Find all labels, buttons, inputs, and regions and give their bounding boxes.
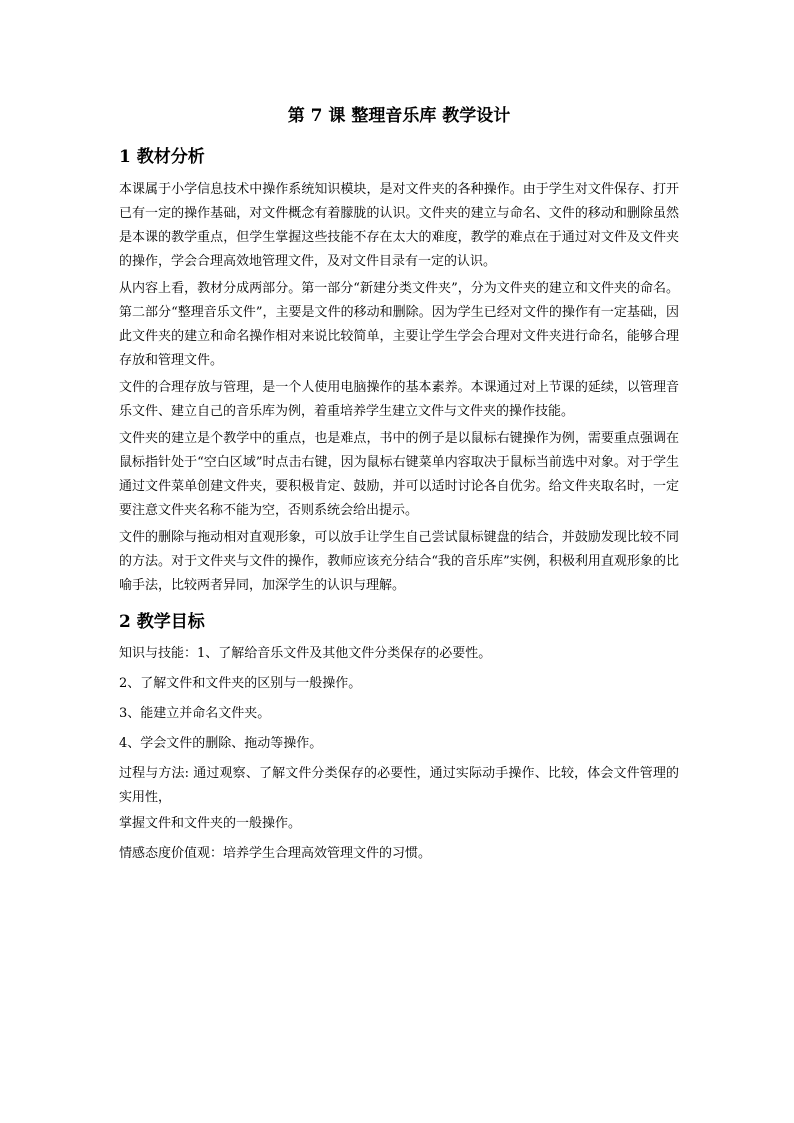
section-body-teaching-objectives (119, 642, 679, 866)
objective-line: 2、了解文件和文件夹的区别与一般操作。 (119, 676, 362, 691)
objective-line: 情感态度价值观：培养学生合理高效管理文件的习惯。 (119, 846, 432, 861)
objective-line: 掌握文件和文件夹的一般操作。 (119, 816, 302, 831)
paragraph: 文件的合理存放与管理，是一个人使用电脑操作的基本素养。本课通过对上节课的延续，以管理音乐文件、建立自己的音乐库为例，着重培养学生建立文件与文件夹的操作技能。 (119, 380, 679, 419)
objective-line: 4、学会文件的删除、拖动等操作。 (119, 736, 323, 751)
paragraph: 文件的删除与拖动相对直观形象，可以放手让学生自己尝试鼠标键盘的结合，并鼓励发现比较不同的方法。对于文件夹与文件的操作，教师应该充分结合“我的音乐库”实例，积极利用直观形象的比喻手法，比较两者异同，加深学生的认识与理解。 (119, 530, 679, 593)
section-body-teaching-material-analysis (119, 178, 679, 598)
objective-line: 过程与方法: 通过观察、了解文件分类保存的必要性，通过实际动手操作、比较，体会文件管理的实用性， (119, 766, 679, 805)
objective-line: 知识与技能：1、了解给音乐文件及其他文件分类保存的必要性。 (119, 646, 492, 661)
document-page (119, 104, 679, 872)
section-heading-teaching-material-analysis: 1 教材分析 (119, 147, 205, 167)
section-heading-teaching-objectives: 2 教学目标 (119, 612, 205, 632)
document-title: 第 7 课 整理音乐库 教学设计 (287, 106, 511, 126)
paragraph: 文件夹的建立是个教学中的重点，也是难点，书中的例子是以鼠标右键操作为例，需要重点强调在鼠标指针处于“空白区域”时点击右键，因为鼠标右键菜单内容取决于鼠标当前选中对象。对于学生通过文件菜单创建文件夹，要积极肯定、鼓励，并可以适时讨论各自优劣。给文件夹取名时，一定要注意文件夹名称不能为空，否则系统会给出提示。 (119, 431, 679, 518)
paragraph: 从内容上看，教材分成两部分。第一部分“新建分类文件夹”，分为文件夹的建立和文件夹的命名。第二部分“整理音乐文件”，主要是文件的移动和删除。因为学生已经对文件的操作有一定基础，因此文件夹的建立和命名操作相对来说比较简单，主要让学生学会合理对文件夹进行命名，能够合理存放和管理文件。 (119, 281, 679, 368)
objective-line: 3、能建立并命名文件夹。 (119, 706, 271, 721)
paragraph: 本课属于小学信息技术中操作系统知识模块，是对文件夹的各种操作。由于学生对文件保存、打开已有一定的操作基础，对文件概念有着朦胧的认识。文件夹的建立与命名、文件的移动和删除虽然是本课的教学重点，但学生掌握这些技能不存在太大的难度，教学的难点在于通过对文件及文件夹的操作，学会合理高效地管理文件，及对文件目录有一定的认识。 (119, 182, 679, 269)
